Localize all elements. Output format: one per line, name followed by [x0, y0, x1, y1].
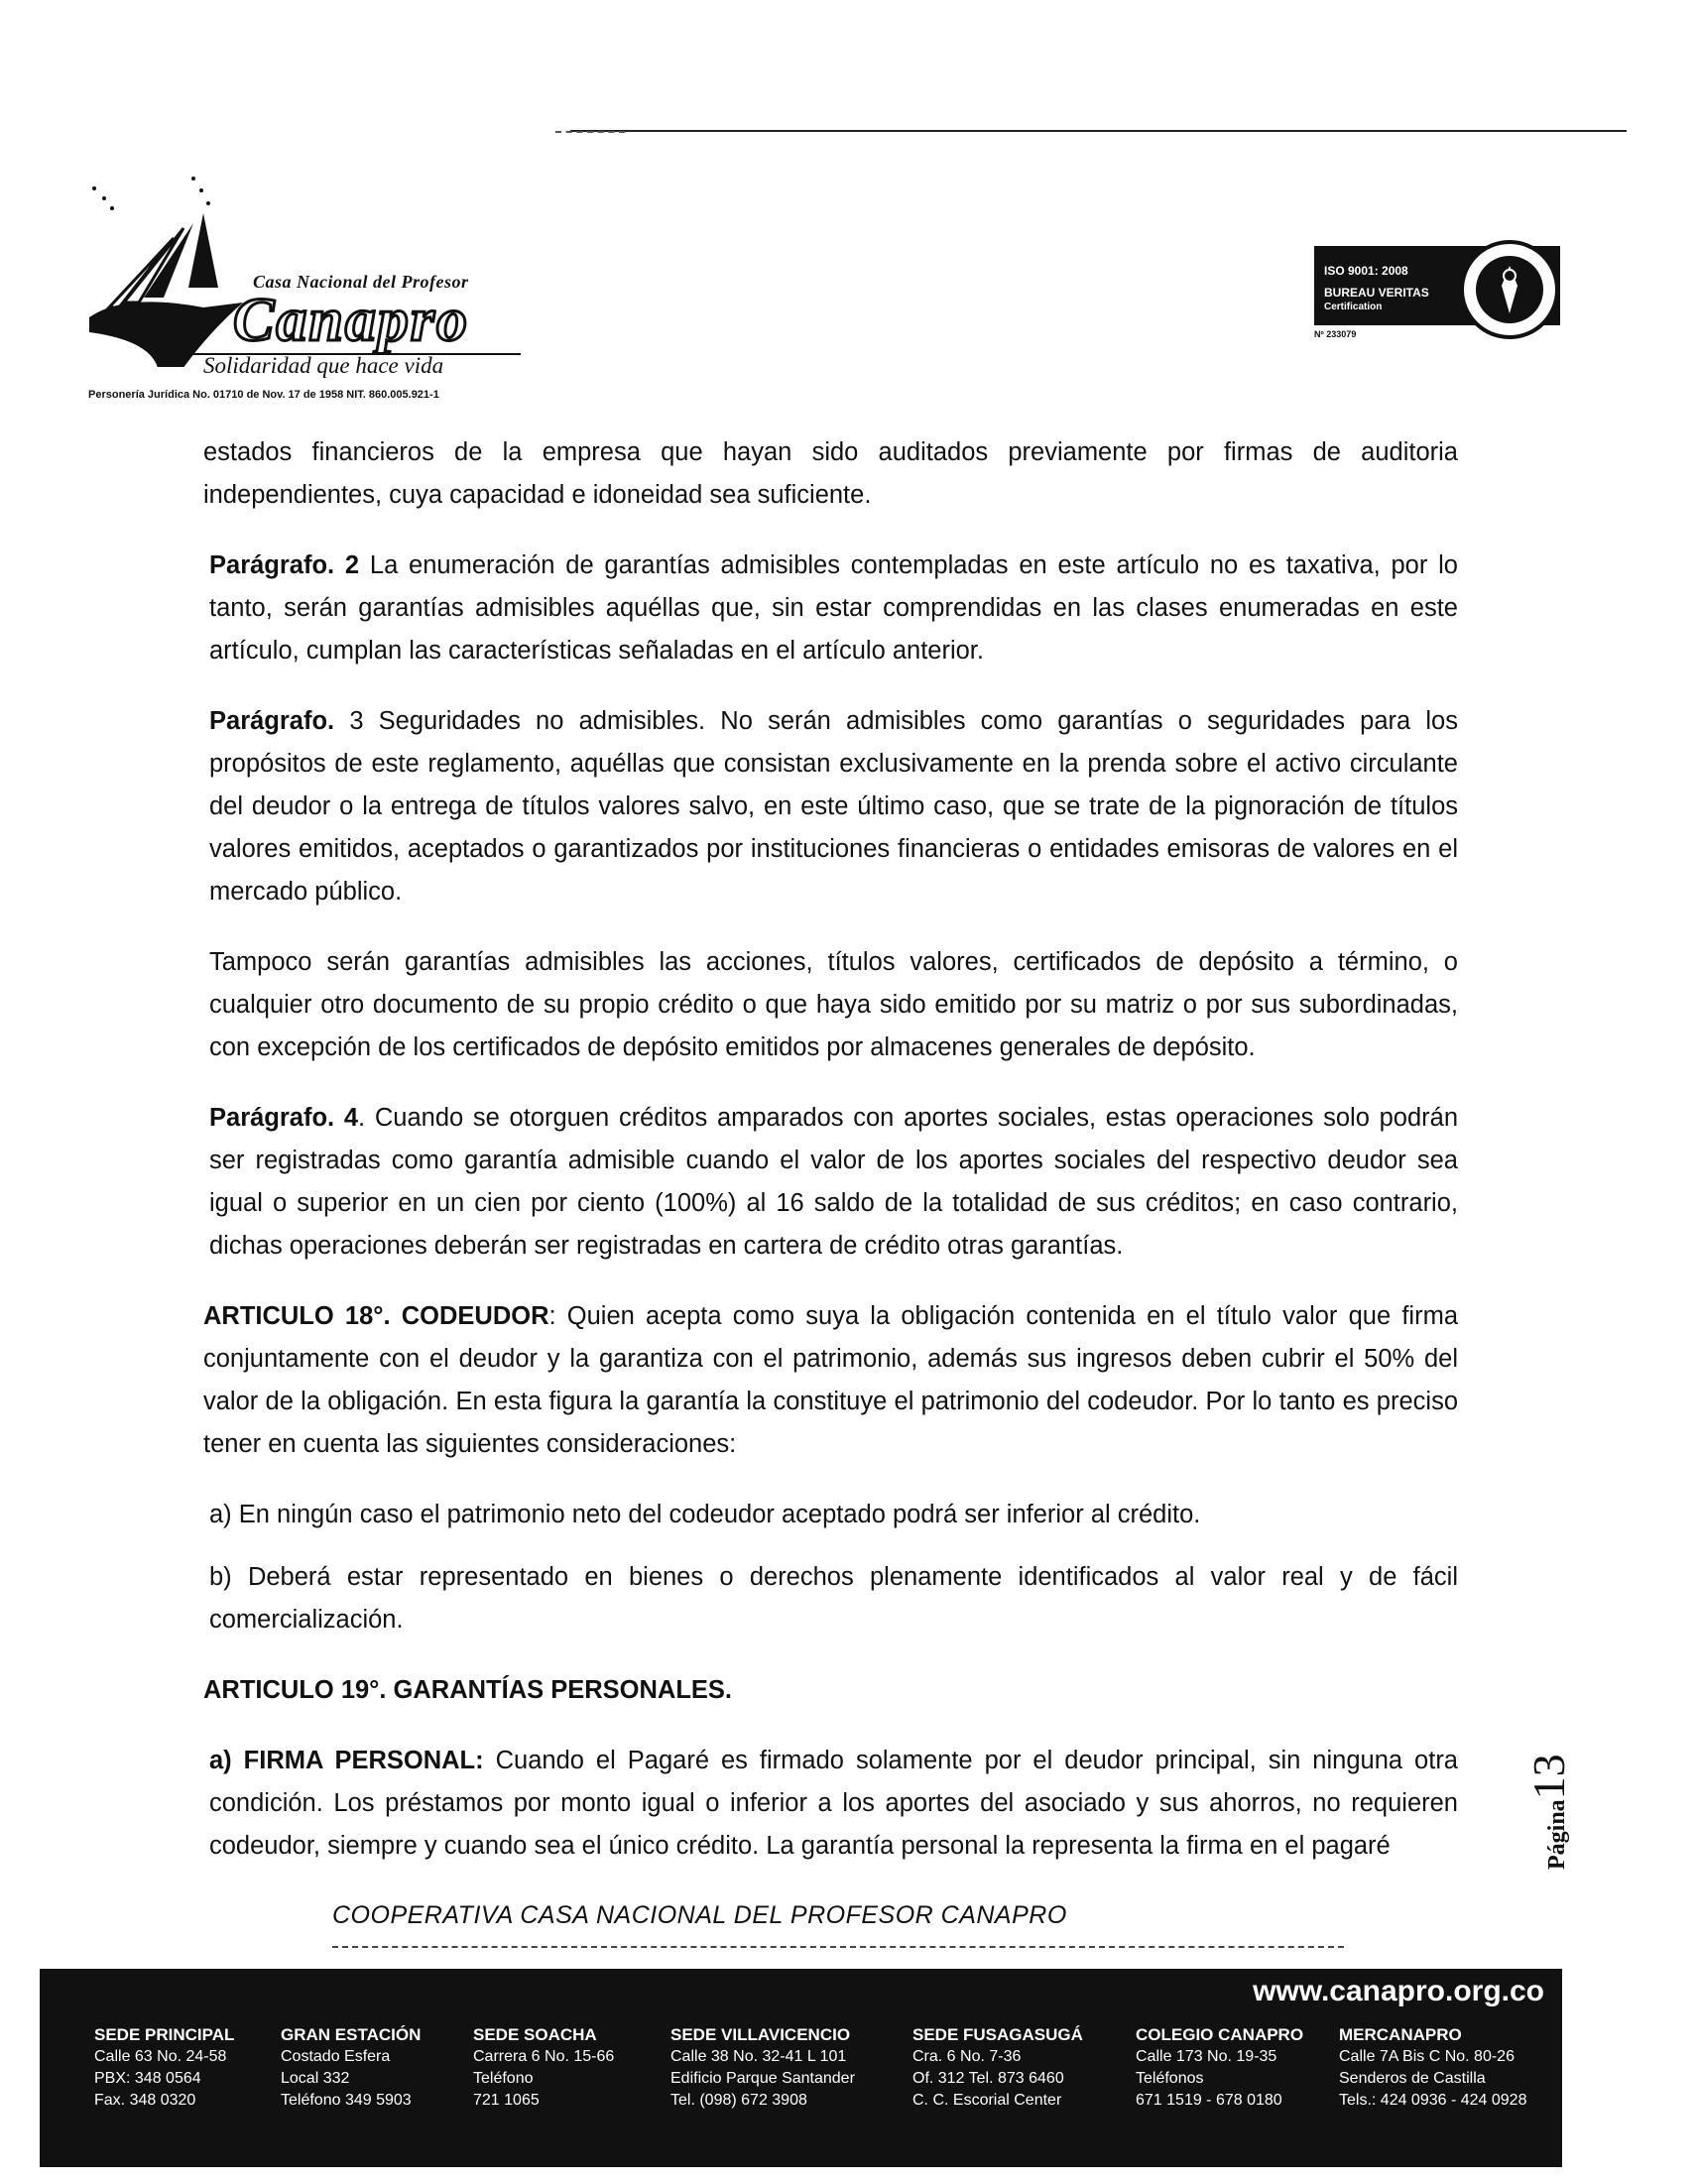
office-gran-estacion [281, 2024, 421, 2112]
paragraph-8 [203, 1556, 1458, 1641]
paragraph-1 [203, 431, 1458, 517]
office-line: Teléfono [473, 2070, 534, 2087]
cooperative-name: COOPERATIVA CASA NACIONAL DEL PROFESOR CANAPRO [332, 1901, 1067, 1929]
canapro-logo [84, 169, 521, 407]
office-line: Tels.: 424 0936 - 424 0928 [1339, 2092, 1527, 2109]
office-line: Edificio Parque Santander [670, 2070, 855, 2087]
paragraph-3-label: Parágrafo. [209, 707, 335, 735]
office-line: Costado Esfera [281, 2048, 391, 2065]
office-line: Teléfono 349 5903 [281, 2092, 412, 2109]
office-name: COLEGIO CANAPRO [1136, 2025, 1304, 2044]
iso-line1: ISO 9001: 2008 [1324, 264, 1408, 278]
paragraph-2-text: La enumeración de garantías admisibles contempladas en este artículo no es taxativa, por lo tanto, serán garantías admisibles aquéllas que, sin estar comprendidas en las clases enumeradas en este artículo, cumplan las características señaladas en el artículo anterior. [209, 551, 1458, 665]
office-mercanapro [1339, 2024, 1526, 2112]
paragraph-5-label: Parágrafo. 4 [209, 1104, 359, 1132]
paragraph-3-text: 3 Seguridades no admisibles. No serán admisibles como garantías o seguridades para los propósitos de este reglamento, aquéllas que consistan exclusivamente en la prenda sobre el activo circulante del deudor o la entrega de títulos valores salvo, en este último caso, que se trate de la pignoración de títulos valores emitidos, aceptados o garantizados por instituciones financieras o entidades emisoras de valores en el mercado público. [209, 707, 1458, 906]
paragraph-1-text: estados financieros de la empresa que hayan sido auditados previamente por firmas de auditoria independientes, cuya capacidad e idoneidad sea suficiente. [203, 438, 1458, 509]
paragraph-5-text: . Cuando se otorguen créditos amparados con aportes sociales, estas operaciones solo podrán ser registradas como garantía admisible cuando el valor de los aportes sociales del respectivo deudor sea igual o superior en un cien por ciento (100%) al 16 saldo de la totalidad de sus créditos; en caso contrario, dichas operaciones deberán ser registradas en cartera de crédito otras garantías. [209, 1104, 1459, 1260]
website-link[interactable]: www.canapro.org.co [1253, 1975, 1544, 2007]
top-rule [570, 130, 1627, 132]
paragraph-4-text: Tampoco serán garantías admisibles las acciones, títulos valores, certificados de depósito a término, o cualquier otro documento de su propio crédito o que haya sido emitido por su matriz o por sus subordinadas, con excepción de los certificados de depósito emitidos por almacenes generales de depósito. [209, 948, 1458, 1061]
office-line: Calle 38 No. 32-41 L 101 [670, 2048, 847, 2065]
office-line: PBX: 348 0564 [94, 2070, 201, 2087]
office-name: SEDE FUSAGASUGÁ [912, 2025, 1083, 2044]
office-line: C. C. Escorial Center [912, 2092, 1062, 2109]
office-name: GRAN ESTACIÓN [281, 2025, 422, 2044]
office-line: Calle 173 No. 19-35 [1136, 2048, 1277, 2065]
office-line: 721 1065 [473, 2092, 540, 2109]
paragraph-6 [203, 1295, 1458, 1466]
page-word: Página [1544, 1799, 1570, 1870]
iso-number: Nº 233079 [1314, 329, 1357, 339]
top-rule-dash [555, 131, 625, 133]
office-sede-principal [94, 2024, 234, 2112]
footer-bar [40, 1969, 1562, 2167]
office-name: SEDE VILLAVICENCIO [670, 2025, 851, 2044]
bureau-veritas-seal-icon [1458, 238, 1561, 341]
paragraph-2 [203, 545, 1458, 672]
office-colegio-canapro [1136, 2024, 1303, 2112]
office-name: SEDE SOACHA [473, 2025, 597, 2044]
office-line: Calle 7A Bis C No. 80-26 [1339, 2048, 1515, 2065]
iso-badge [1314, 238, 1562, 347]
logo-slogan: Solidaridad que hace vida [203, 353, 444, 378]
office-name: MERCANAPRO [1339, 2025, 1462, 2044]
document-body [203, 431, 1458, 1895]
iso-line3: Certification [1324, 302, 1383, 312]
office-line: Tel. (098) 672 3908 [670, 2092, 807, 2109]
paragraph-10-label: a) FIRMA PERSONAL: [209, 1747, 484, 1774]
office-line: Carrera 6 No. 15-66 [473, 2048, 615, 2065]
paragraph-9 [203, 1669, 1458, 1712]
legal-line: Personería Jurídica No. 01710 de Nov. 17 de 1958 NIT. 860.005.921-1 [88, 389, 439, 401]
office-line: Cra. 6 No. 7-36 [912, 2048, 1022, 2065]
office-line: Senderos de Castilla [1339, 2070, 1486, 2087]
office-line: Local 332 [281, 2070, 350, 2087]
article-19-heading: ARTICULO 19°. GARANTÍAS PERSONALES. [203, 1676, 732, 1704]
office-line: 671 1519 - 678 0180 [1136, 2092, 1282, 2109]
paragraph-7-text: a) En ningún caso el patrimonio neto del codeudor aceptado podrá ser inferior al crédito. [209, 1501, 1201, 1528]
footer-rule [332, 1946, 1344, 1948]
paragraph-2-label: Parágrafo. 2 [209, 551, 360, 579]
paragraph-8-text: b) Deberá estar representado en bienes o derechos plenamente identificados al valor real y de fácil comercialización. [209, 1563, 1458, 1634]
paragraph-4 [203, 941, 1458, 1069]
article-18-heading: ARTICULO 18°. CODEUDOR [203, 1302, 549, 1330]
paragraph-5 [203, 1097, 1458, 1268]
paragraph-3 [203, 700, 1458, 913]
office-sede-villavicencio [670, 2024, 855, 2112]
page-number [1522, 1701, 1582, 1870]
logo-top-text: Casa Nacional del Profesor [253, 272, 469, 292]
paragraph-10-text: Cuando el Pagaré es firmado solamente por el deudor principal, sin ninguna otra condición. Los préstamos por monto igual o inferior a los aportes del asociado y sus ahorros, no requieren codeudor, siempre y cuando sea el único crédito. La garantía personal la representa la firma en el pagaré [209, 1747, 1458, 1860]
logo-name: Canapro [233, 287, 469, 354]
office-sede-fusagasuga [912, 2024, 1083, 2112]
paragraph-10 [203, 1740, 1458, 1868]
page-num: 13 [1523, 1754, 1574, 1800]
office-line: Teléfonos [1136, 2070, 1204, 2087]
iso-line2: BUREAU VERITAS [1324, 286, 1429, 300]
office-name: SEDE PRINCIPAL [94, 2025, 235, 2044]
office-line: Fax. 348 0320 [94, 2092, 196, 2109]
paragraph-6-text: : Quien acepta como suya la obligación contenida en el título valor que firma conjuntamente con el deudor y la garantiza con el patrimonio, además sus ingresos deben cubrir el 50% del valor de la obligación. En esta figura la garantía la constituye el patrimonio del codeudor. Por lo tanto es preciso tener en cuenta las siguientes consideraciones: [203, 1302, 1458, 1458]
office-line: Of. 312 Tel. 873 6460 [912, 2070, 1064, 2087]
office-sede-soacha [473, 2024, 614, 2112]
office-line: Calle 63 No. 24-58 [94, 2048, 227, 2065]
paragraph-7 [203, 1494, 1458, 1536]
